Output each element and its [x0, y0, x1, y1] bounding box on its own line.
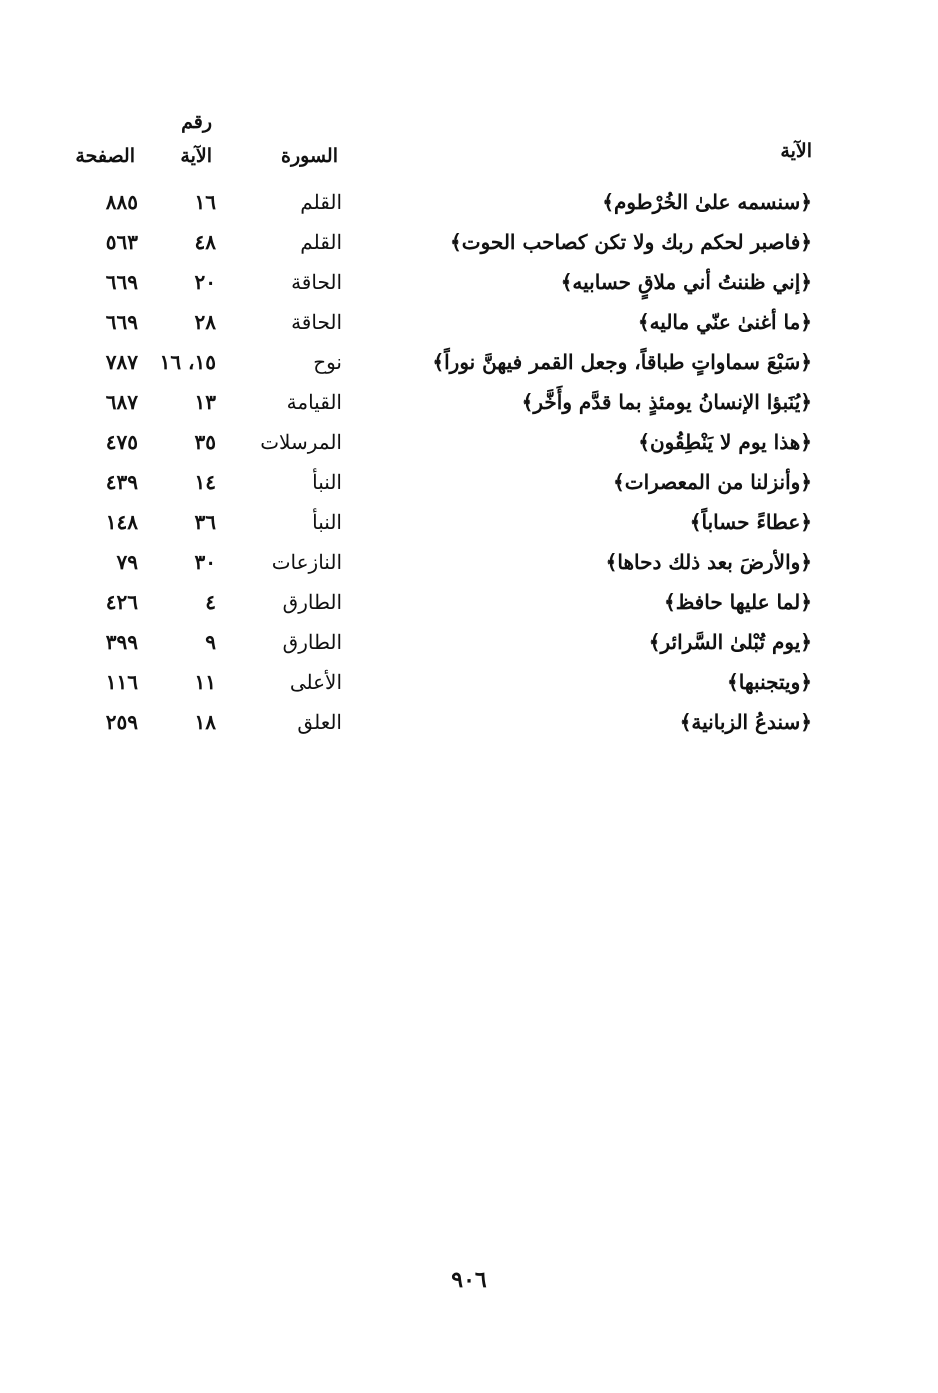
surah-name: الأعلى — [289, 670, 342, 694]
ayah-number: ١٦ — [194, 190, 216, 214]
table-row — [0, 506, 938, 546]
ayah-number: ٣٥ — [194, 430, 216, 454]
ayah-number: ٩ — [205, 630, 216, 654]
surah-name: الطارق — [282, 630, 342, 654]
ayah-text: ﴿لما عليها حافظ﴾ — [663, 590, 812, 614]
page-reference: ٤٢٦ — [105, 590, 138, 614]
page-number: ٩٠٦ — [451, 1267, 487, 1293]
table-row — [0, 546, 938, 586]
table-row — [0, 466, 938, 506]
ayah-number: ٤٨ — [194, 230, 216, 254]
ayah-text: ﴿يوم تُبْلىٰ السَّرائر﴾ — [648, 630, 812, 654]
surah-name: النازعات — [271, 550, 342, 574]
surah-name: القلم — [300, 230, 342, 254]
column-header-page: الصفحة — [75, 145, 135, 167]
ayah-text: ﴿يُنَبؤا الإنسانُ يومئذٍ بما قدَّم وأَخَّر﴾ — [521, 390, 812, 414]
ayah-number: ٤ — [205, 590, 216, 614]
ayah-text: ﴿فاصبر لحكم ربك ولا تكن كصاحب الحوت﴾ — [450, 230, 812, 254]
table-row — [0, 386, 938, 426]
surah-name: الحاقة — [291, 310, 342, 334]
table-row — [0, 226, 938, 266]
surah-name: الحاقة — [291, 270, 342, 294]
page-reference: ٤٧٥ — [105, 430, 138, 454]
ayah-text: ﴿سندعُ الزبانية﴾ — [679, 710, 812, 734]
surah-name: النبأ — [312, 510, 342, 534]
column-header-number-top: رقم — [181, 111, 212, 133]
surah-name: الطارق — [282, 590, 342, 614]
table-row — [0, 306, 938, 346]
surah-name: العلق — [297, 710, 342, 734]
table-row — [0, 666, 938, 706]
surah-name: القيامة — [286, 390, 342, 414]
ayah-number: ١٣ — [194, 390, 216, 414]
page-reference: ٣٩٩ — [105, 630, 138, 654]
column-header-number-bottom: الآية — [180, 145, 212, 167]
page-reference: ١٤٨ — [105, 510, 138, 534]
ayah-number: ٣٦ — [194, 510, 216, 534]
ayah-text: ﴿سَبْعَ سماواتٍ طباقاً، وجعل القمر فيهنَّ نوراً﴾ — [432, 350, 812, 374]
table-row — [0, 426, 938, 466]
page-reference: ٨٨٥ — [105, 190, 138, 214]
ayah-text: ﴿هذا يوم لا يَنْطِقُون﴾ — [638, 430, 812, 454]
ayah-text: ﴿ما أغنىٰ عنّي ماليه﴾ — [637, 310, 812, 334]
table-row — [0, 706, 938, 746]
surah-name: المرسلات — [260, 430, 342, 454]
ayah-text: ﴿إني ظننتُ أني ملاقٍ حسابيه﴾ — [560, 270, 812, 294]
surah-name: النبأ — [312, 470, 342, 494]
ayah-text: ﴿والأرضَ بعد ذلك دحاها﴾ — [605, 550, 812, 574]
table-row — [0, 626, 938, 666]
page-reference: ٧٩ — [116, 550, 138, 574]
table-row — [0, 346, 938, 386]
page-reference: ٦٦٩ — [105, 270, 138, 294]
table-row — [0, 186, 938, 226]
column-header-ayah: الآية — [780, 140, 812, 162]
page-reference: ٤٣٩ — [105, 470, 138, 494]
page-reference: ٦٨٧ — [105, 390, 138, 414]
page-reference: ٥٦٣ — [105, 230, 138, 254]
ayah-text: ﴿ويتجنبها﴾ — [727, 670, 812, 694]
table-row — [0, 586, 938, 626]
ayah-number: ١٤ — [194, 470, 216, 494]
ayah-number: ٣٠ — [194, 550, 216, 574]
surah-name: نوح — [313, 350, 342, 374]
ayah-text: ﴿عطاءً حساباً﴾ — [689, 510, 812, 534]
ayah-number: ١٥، ١٦ — [159, 350, 216, 374]
ayah-text: ﴿سنسمه علىٰ الخُرْطوم﴾ — [602, 190, 812, 214]
surah-name: القلم — [300, 190, 342, 214]
ayah-number: ٢٠ — [194, 270, 216, 294]
page-reference: ٢٥٩ — [105, 710, 138, 734]
page-reference: ٦٦٩ — [105, 310, 138, 334]
ayah-text: ﴿وأنزلنا من المعصرات﴾ — [613, 470, 812, 494]
ayah-number: ١١ — [194, 670, 216, 694]
page-reference: ٧٨٧ — [105, 350, 138, 374]
ayah-number: ٢٨ — [194, 310, 216, 334]
table-row — [0, 266, 938, 306]
page-reference: ١١٦ — [105, 670, 138, 694]
column-header-surah: السورة — [281, 145, 338, 167]
ayah-number: ١٨ — [194, 710, 216, 734]
index-table — [0, 186, 938, 746]
